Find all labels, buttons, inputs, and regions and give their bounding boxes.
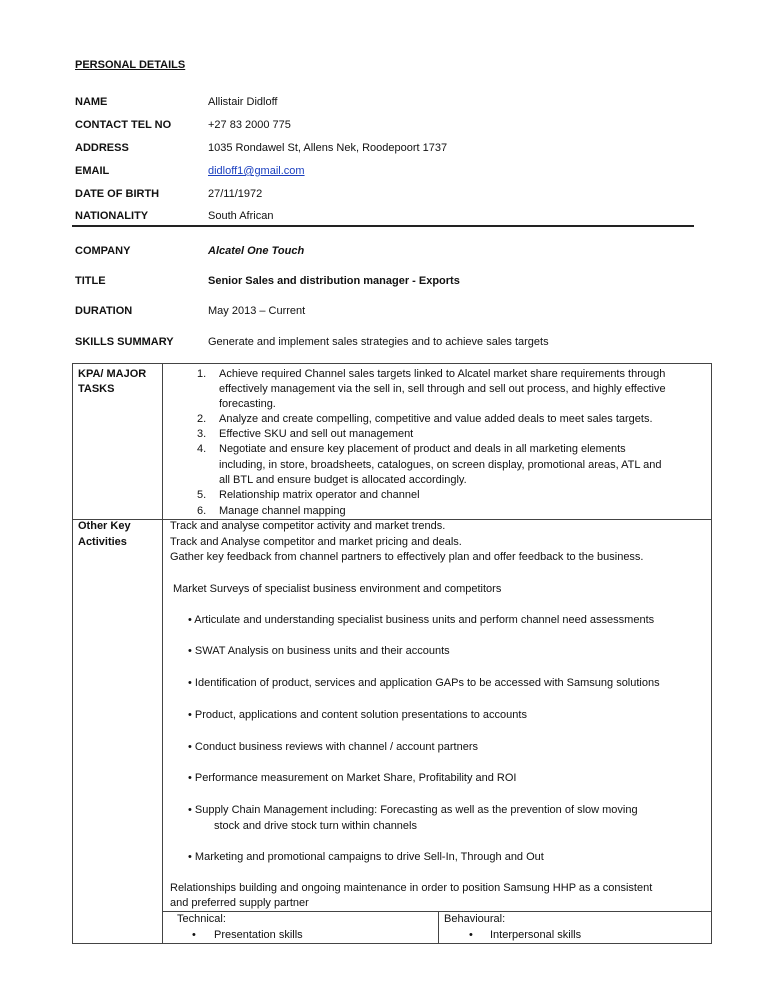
- bullet-item: • SWAT Analysis on business units and their accounts: [188, 645, 450, 657]
- list-item: Relationship matrix operator and channel: [219, 489, 420, 501]
- value-duration: May 2013 – Current: [208, 305, 306, 317]
- label-title: TITLE: [75, 275, 106, 287]
- label-dob: DATE OF BIRTH: [75, 188, 160, 200]
- label-company: COMPANY: [75, 245, 131, 257]
- label-contact: CONTACT TEL NO: [75, 119, 172, 131]
- email-link[interactable]: didloff1@gmail.com: [208, 165, 305, 177]
- list-item: Analyze and create compelling, competitive and value added deals to meet sales targets.: [219, 413, 653, 425]
- list-item: Manage channel mapping: [219, 505, 346, 517]
- activity-line: Relationships building and ongoing maintenance in order to position Samsung HHP as a consistent: [170, 882, 653, 894]
- bullet-item: • Supply Chain Management including: Forecasting as well as the prevention of slow moving: [188, 804, 638, 816]
- value-dob: 27/11/1972: [208, 188, 263, 200]
- label-skills-summary: SKILLS SUMMARY: [75, 336, 174, 348]
- list-number: 5.: [197, 489, 207, 501]
- list-item: Negotiate and ensure key placement of product and deals in all marketing elements: [219, 443, 626, 455]
- kpa-label: TASKS: [78, 383, 115, 395]
- list-item: all BTL and ensure budget is allocated accordingly.: [219, 474, 467, 486]
- list-number: 1.: [197, 368, 207, 380]
- list-number: 3.: [197, 428, 207, 440]
- bullet-item-continued: stock and drive stock turn within channels: [214, 820, 417, 832]
- bullet-item: • Identification of product, services and application GAPs to be accessed with Samsung solutions: [188, 677, 660, 689]
- behavioural-skill: Interpersonal skills: [490, 929, 582, 941]
- label-nationality: NATIONALITY: [75, 210, 149, 222]
- list-item: forecasting.: [219, 398, 276, 410]
- value-nationality: South African: [208, 210, 274, 222]
- bullet-item: • Marketing and promotional campaigns to drive Sell-In, Through and Out: [188, 851, 544, 863]
- list-number: 2.: [197, 413, 207, 425]
- list-number: 4.: [197, 443, 207, 455]
- value-name: Allistair Didloff: [208, 96, 278, 108]
- behavioural-heading: Behavioural:: [444, 913, 506, 925]
- kpa-label: KPA/ MAJOR: [78, 368, 147, 380]
- technical-skill: Presentation skills: [214, 929, 303, 941]
- value-title: Senior Sales and distribution manager - Exports: [208, 275, 460, 287]
- list-item: Achieve required Channel sales targets linked to Alcatel market share requirements through: [219, 368, 666, 380]
- activity-line: Track and analyse competitor activity and market trends.: [170, 520, 446, 532]
- divider: [72, 225, 694, 227]
- value-address: 1035 Rondawel St, Allens Nek, Roodepoort 1737: [208, 142, 448, 154]
- label-name: NAME: [75, 96, 108, 108]
- label-email: EMAIL: [75, 165, 110, 177]
- technical-heading: Technical:: [177, 913, 226, 925]
- activity-line: Track and Analyse competitor and market pricing and deals.: [170, 536, 462, 548]
- bullet-item: • Articulate and understanding specialist business units and perform channel need assessments: [188, 614, 655, 626]
- label-duration: DURATION: [75, 305, 133, 317]
- list-number: 6.: [197, 505, 207, 517]
- section-heading-personal-details: PERSONAL DETAILS: [75, 59, 186, 71]
- bullet-item: • Conduct business reviews with channel / account partners: [188, 741, 479, 753]
- bullet-item: • Product, applications and content solution presentations to accounts: [188, 709, 527, 721]
- activity-line: Gather key feedback from channel partners to effectively plan and offer feedback to the business.: [170, 551, 644, 563]
- skills-column-divider: [438, 911, 439, 944]
- activity-line: Market Surveys of specialist business environment and competitors: [173, 583, 502, 595]
- bullet-icon: •: [192, 929, 196, 941]
- value-contact: +27 83 2000 775: [208, 119, 291, 131]
- label-address: ADDRESS: [75, 142, 129, 154]
- list-item: including, in store, broadsheets, catalogues, on screen display, promotional areas, ATL and: [219, 459, 662, 471]
- value-company: Alcatel One Touch: [208, 245, 305, 257]
- table-column-divider: [162, 363, 163, 944]
- other-label: Other Key: [78, 520, 131, 532]
- table-row-divider: [162, 911, 712, 912]
- activity-line: and preferred supply partner: [170, 897, 309, 909]
- value-skills-summary: Generate and implement sales strategies and to achieve sales targets: [208, 336, 549, 348]
- bullet-item: • Performance measurement on Market Share, Profitability and ROI: [188, 772, 517, 784]
- bullet-icon: •: [469, 929, 473, 941]
- other-label: Activities: [78, 536, 127, 548]
- list-item: Effective SKU and sell out management: [219, 428, 414, 440]
- list-item: effectively management via the sell in, sell through and sell out process, and highly effective: [219, 383, 666, 395]
